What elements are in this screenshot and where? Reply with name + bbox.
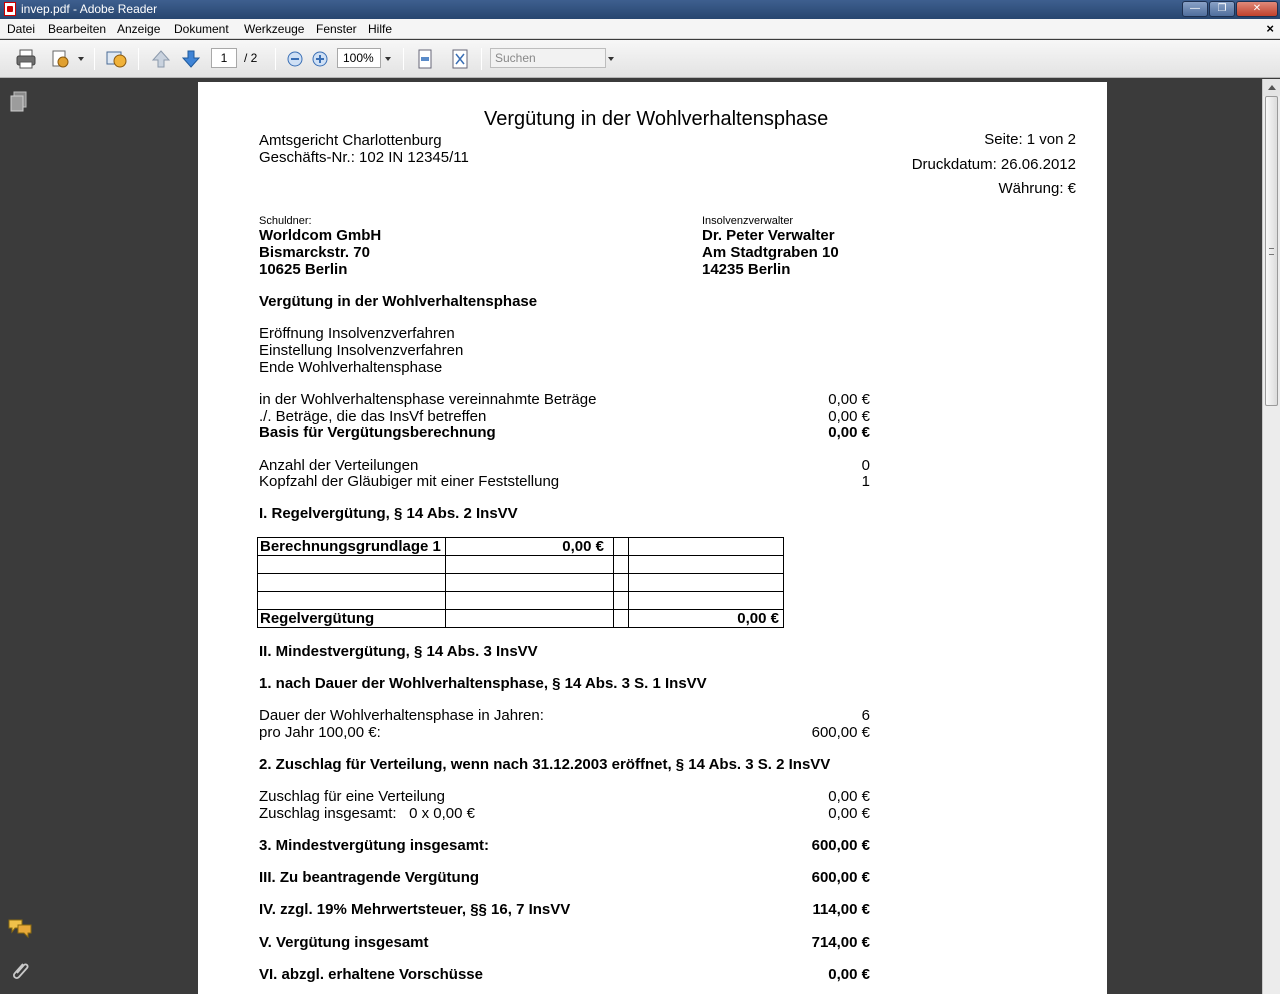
deduction-value: 0,00 € xyxy=(828,408,870,425)
search-dropdown-arrow[interactable] xyxy=(608,57,614,61)
fit-width-icon[interactable] xyxy=(414,48,436,70)
table-cell: Berechnungsgrundlage 1 xyxy=(258,538,446,556)
fit-page-icon[interactable] xyxy=(449,48,471,70)
per-year-value: 600,00 € xyxy=(811,724,870,741)
attachments-icon[interactable] xyxy=(9,959,31,983)
debtor-street: Bismarckstr. 70 xyxy=(259,244,370,261)
restore-button[interactable]: ❐ xyxy=(1209,1,1235,17)
section-2-1-heading: 1. nach Dauer der Wohlverhaltensphase, § 14 Abs. 3 S. 1 InsVV xyxy=(259,675,707,692)
scroll-up-button[interactable] xyxy=(1263,79,1280,96)
collected-value: 0,00 € xyxy=(828,391,870,408)
menu-datei[interactable]: Datei xyxy=(7,22,36,36)
administrator-name: Dr. Peter Verwalter xyxy=(702,227,835,244)
section-2-3-heading: 3. Mindestvergütung insgesamt: xyxy=(259,837,490,854)
close-document-icon[interactable]: × xyxy=(1266,21,1274,36)
table-cell: 0,00 € xyxy=(629,610,784,628)
previous-page-icon[interactable] xyxy=(150,48,172,70)
table-cell xyxy=(446,610,614,628)
window-controls xyxy=(1181,1,1278,17)
table-row xyxy=(258,538,784,556)
debtor-city: 10625 Berlin xyxy=(259,261,348,278)
share-document-icon[interactable] xyxy=(50,48,72,70)
menu-werkzeuge[interactable]: Werkzeuge xyxy=(244,22,305,36)
surcharge-one-label: Zuschlag für eine Verteilung xyxy=(259,788,445,805)
menu-bearbeiten[interactable]: Bearbeiten xyxy=(48,22,107,36)
table-row xyxy=(258,592,784,610)
table-row xyxy=(258,556,784,574)
toolbar-separator xyxy=(275,48,276,70)
zoom-in-icon[interactable] xyxy=(309,48,331,70)
zoom-dropdown-arrow[interactable] xyxy=(385,57,391,61)
administrator-city: 14235 Berlin xyxy=(702,261,791,278)
per-year-label: pro Jahr 100,00 €: xyxy=(259,724,381,741)
court-name: Amtsgericht Charlottenburg xyxy=(259,132,442,149)
section-2-2-heading: 2. Zuschlag für Verteilung, wenn nach 31.12.2003 eröffnet, § 14 Abs. 3 S. 2 InsVV xyxy=(259,756,831,773)
administrator-street: Am Stadtgraben 10 xyxy=(702,244,839,261)
menu-bar xyxy=(0,19,1280,39)
page-number-input[interactable]: 1 xyxy=(211,48,237,68)
menu-anzeige[interactable]: Anzeige xyxy=(117,22,161,36)
surcharge-total-label: Zuschlag insgesamt: 0 x 0,00 € xyxy=(259,805,475,822)
navigation-pane xyxy=(0,79,40,994)
collaborate-icon[interactable] xyxy=(105,48,127,70)
section-4-value: 114,00 € xyxy=(812,901,870,918)
toolbar xyxy=(0,40,1280,78)
next-page-icon[interactable] xyxy=(180,48,202,70)
page-total: / 2 xyxy=(244,51,258,65)
section-5-heading: V. Vergütung insgesamt xyxy=(259,934,429,951)
closing-label: Einstellung Insolvenzverfahren xyxy=(259,342,464,359)
toolbar-separator xyxy=(94,48,95,70)
currency: Währung: € xyxy=(998,180,1076,197)
section-5-value: 714,00 € xyxy=(811,934,870,951)
creditors-label: Kopfzahl der Gläubiger mit einer Feststellung xyxy=(259,473,560,490)
duration-value: 6 xyxy=(861,707,870,724)
table-cell: 0,00 € xyxy=(446,538,614,556)
pages-panel-icon[interactable] xyxy=(9,91,29,113)
zoom-level-field[interactable]: 100% xyxy=(337,48,381,68)
window-title: invep.pdf - Adobe Reader xyxy=(21,2,158,16)
distributions-value: 0 xyxy=(861,457,870,474)
menu-dokument[interactable]: Dokument xyxy=(174,22,229,36)
deduction-label: ./. Beträge, die das InsVf betreffen xyxy=(259,408,487,425)
menu-hilfe[interactable]: Hilfe xyxy=(368,22,393,36)
table-row xyxy=(258,610,784,628)
table-cell xyxy=(629,538,784,556)
calculation-table xyxy=(257,537,784,628)
duration-label: Dauer der Wohlverhaltensphase in Jahren: xyxy=(259,707,544,724)
case-number: Geschäfts-Nr.: 102 IN 12345/11 xyxy=(259,149,469,166)
distributions-label: Anzahl der Verteilungen xyxy=(259,457,419,474)
table-row xyxy=(258,574,784,592)
table-cell: Regelvergütung xyxy=(258,610,446,628)
table-cell xyxy=(614,538,629,556)
vertical-scrollbar[interactable] xyxy=(1262,79,1280,994)
print-date: Druckdatum: 26.06.2012 xyxy=(911,156,1076,173)
administrator-label: Insolvenzverwalter xyxy=(702,215,794,227)
share-dropdown-arrow[interactable] xyxy=(78,57,84,61)
opening-label: Eröffnung Insolvenzverfahren xyxy=(259,325,455,342)
comments-icon[interactable] xyxy=(7,917,33,939)
surcharge-one-value: 0,00 € xyxy=(828,788,870,805)
toolbar-separator xyxy=(403,48,404,70)
section-3-value: 600,00 € xyxy=(811,869,870,886)
title-bar xyxy=(0,0,1280,19)
page-indicator: Seite: 1 von 2 xyxy=(984,131,1076,148)
scroll-thumb[interactable] xyxy=(1265,96,1278,406)
basis-value: 0,00 € xyxy=(828,424,870,441)
toolbar-separator xyxy=(138,48,139,70)
collected-label: in der Wohlverhaltensphase vereinnahmte Beträge xyxy=(259,391,597,408)
minimize-button[interactable]: — xyxy=(1182,1,1208,17)
section-4-heading: IV. zzgl. 19% Mehrwertsteuer, §§ 16, 7 InsVV xyxy=(259,901,571,918)
section-3-heading: III. Zu beantragende Vergütung xyxy=(259,869,480,886)
creditors-value: 1 xyxy=(861,473,870,490)
search-input[interactable]: Suchen xyxy=(490,48,606,68)
section-2-3-value: 600,00 € xyxy=(811,837,870,854)
pdf-file-icon xyxy=(4,2,16,16)
section-heading: Vergütung in der Wohlverhaltensphase xyxy=(259,293,538,310)
print-icon[interactable] xyxy=(15,48,37,70)
debtor-label: Schuldner: xyxy=(259,215,312,227)
pdf-page xyxy=(198,82,1107,994)
surcharge-total-value: 0,00 € xyxy=(828,805,870,822)
end-phase-label: Ende Wohlverhaltensphase xyxy=(259,359,443,376)
section-1-heading: I. Regelvergütung, § 14 Abs. 2 InsVV xyxy=(259,505,518,522)
toolbar-separator xyxy=(481,48,482,70)
section-6-value: 0,00 € xyxy=(828,966,870,983)
debtor-name: Worldcom GmbH xyxy=(259,227,382,244)
zoom-out-icon[interactable] xyxy=(284,48,306,70)
section-2-heading: II. Mindestvergütung, § 14 Abs. 3 InsVV xyxy=(259,643,538,660)
close-button[interactable]: ✕ xyxy=(1236,1,1278,17)
section-6-heading: VI. abzgl. erhaltene Vorschüsse xyxy=(259,966,483,983)
menu-fenster[interactable]: Fenster xyxy=(316,22,357,36)
basis-label: Basis für Vergütungsberechnung xyxy=(259,424,496,441)
document-title: Vergütung in der Wohlverhaltensphase xyxy=(484,108,829,130)
table-cell xyxy=(614,610,629,628)
